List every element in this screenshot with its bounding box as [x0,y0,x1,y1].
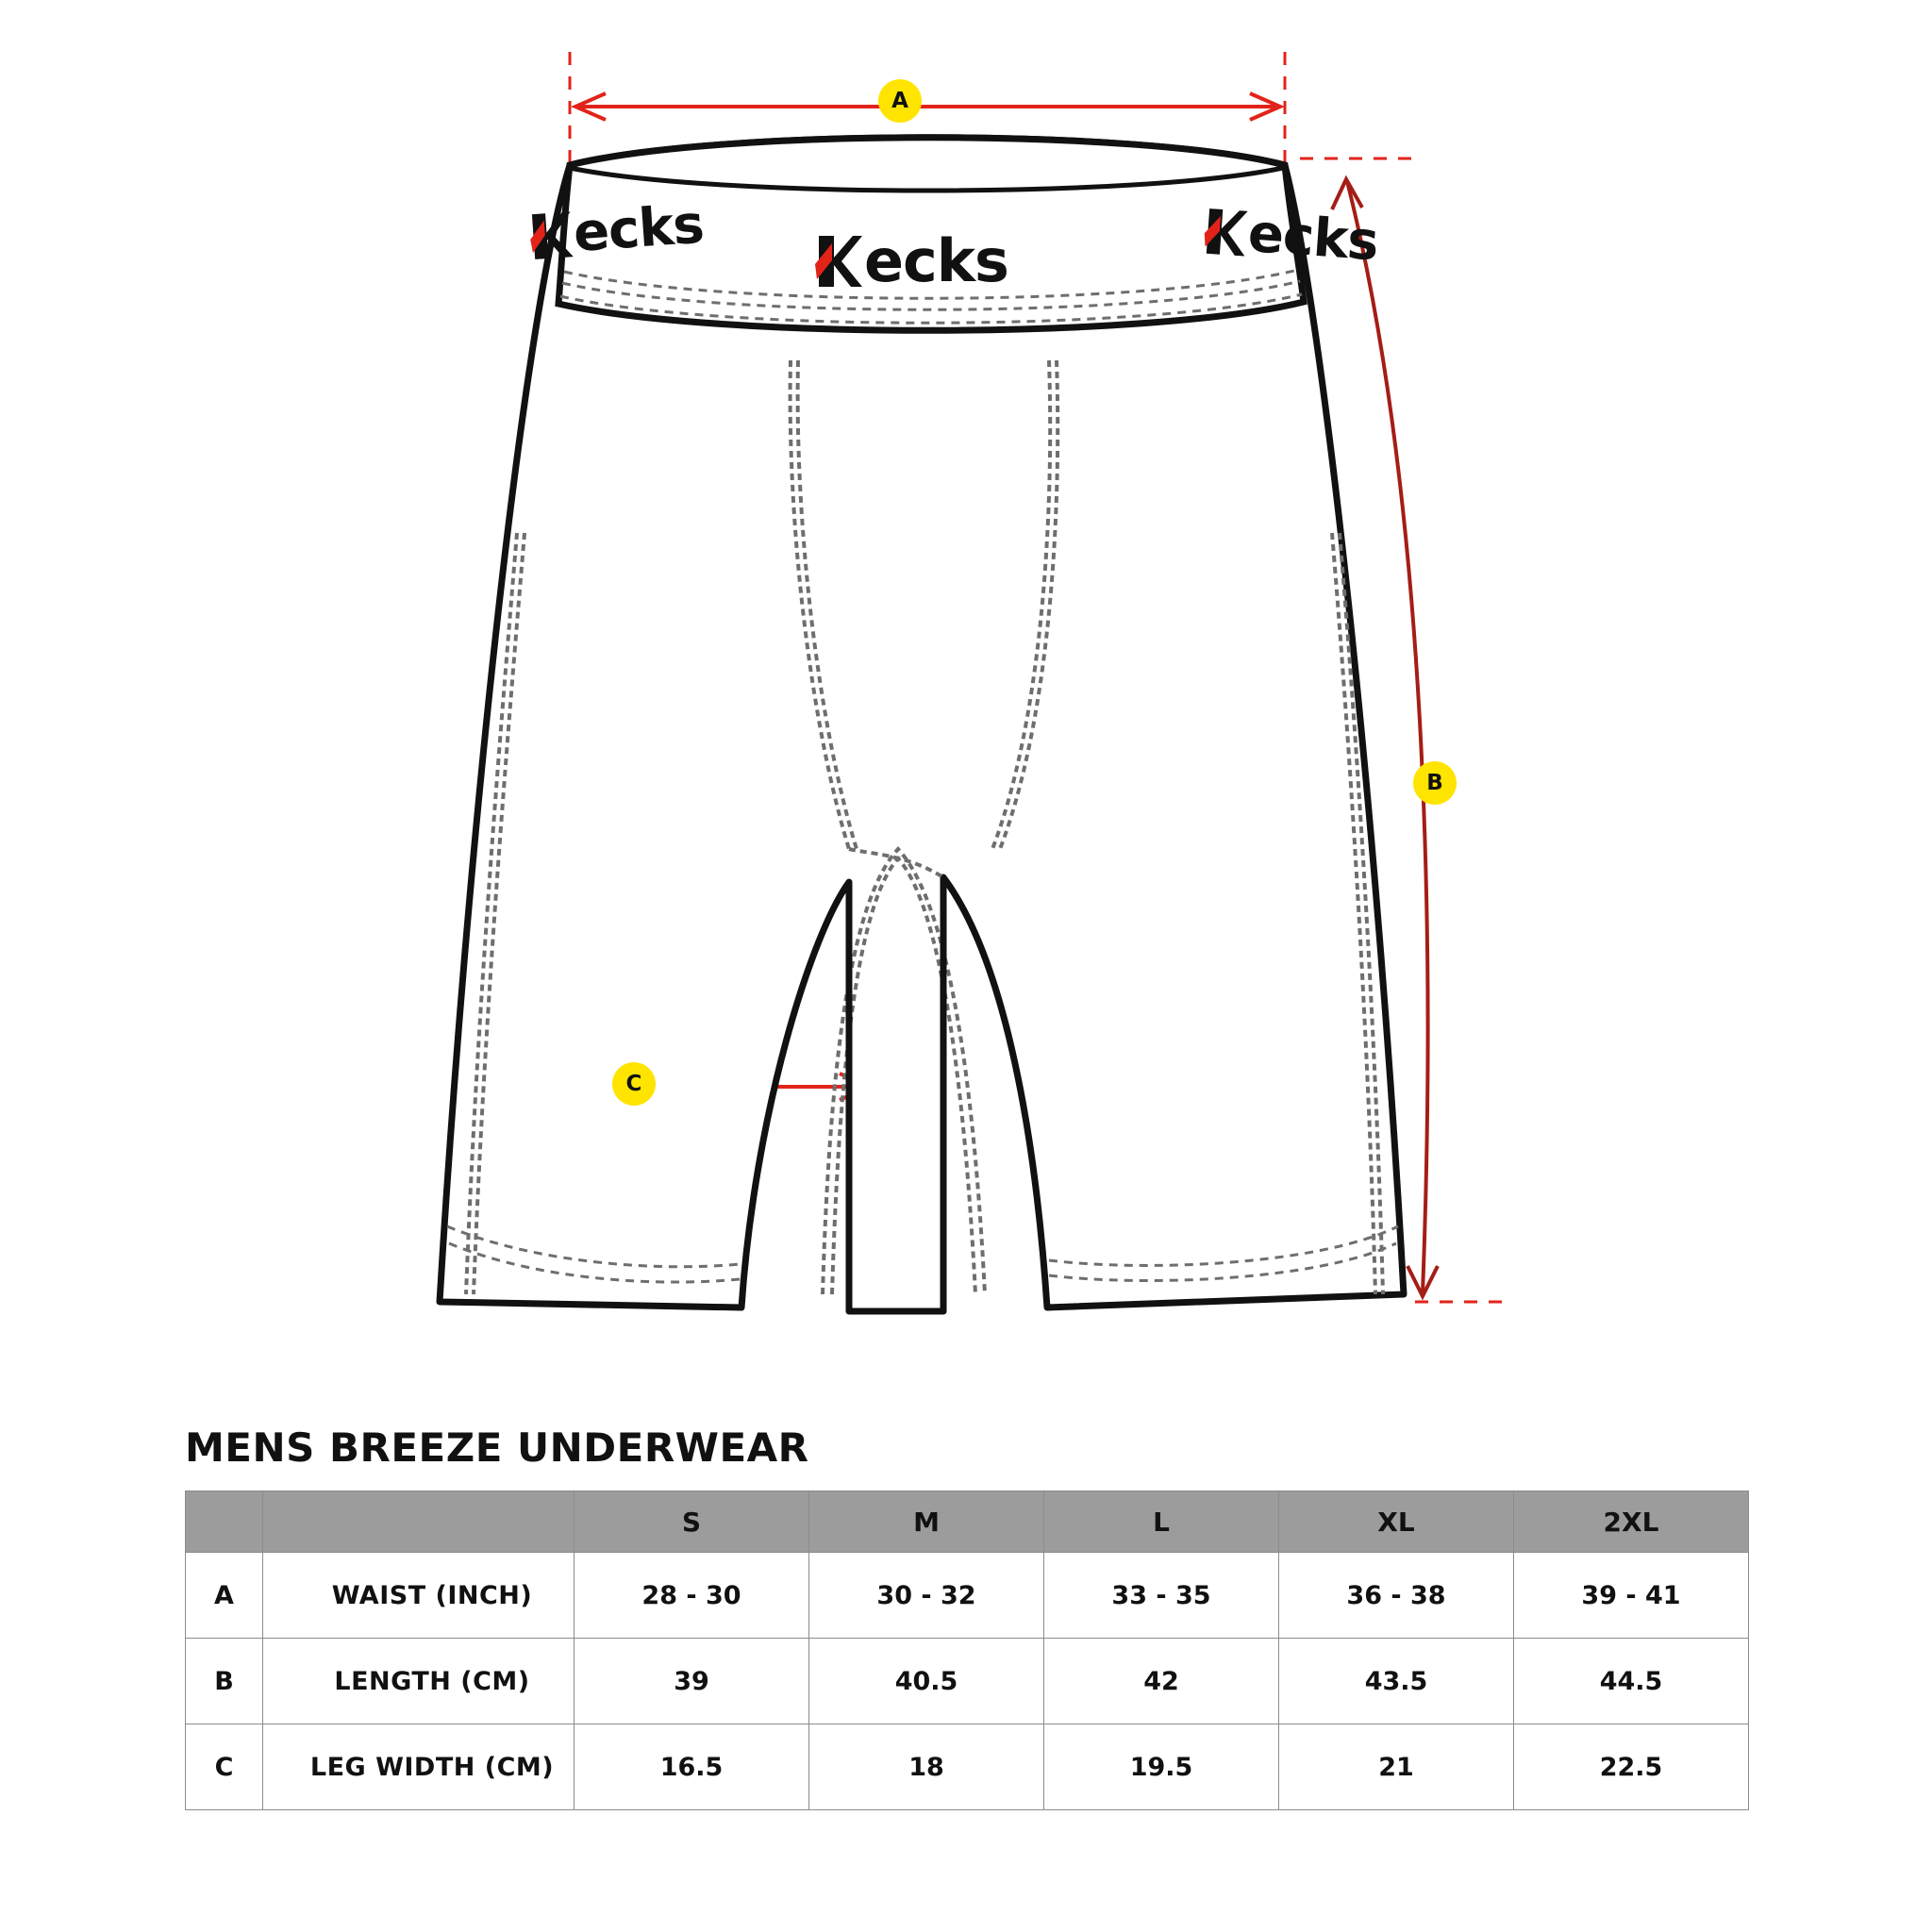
dimension-arrow-a [575,93,1280,120]
cell-legwidth-xl: 21 [1279,1724,1514,1810]
cell-waist-l: 33 - 35 [1044,1553,1279,1639]
size-chart-table [185,1491,1749,1810]
row-letter-c: C [186,1724,263,1810]
header-size-m: M [809,1491,1044,1553]
chart-title: MENS BREEZE UNDERWEAR [185,1424,809,1471]
header-size-2xl: 2XL [1514,1491,1749,1553]
brand-k-icon-right [1201,204,1248,259]
table-header-row [186,1491,1749,1553]
brand-logo-text-right: ecks [1245,202,1380,274]
table-row [186,1553,1749,1639]
row-letter-b: B [186,1639,263,1724]
brand-k-icon [813,232,862,291]
badge-c: C [612,1062,656,1106]
cell-legwidth-m: 18 [809,1724,1044,1810]
cell-length-l: 42 [1044,1639,1279,1724]
cell-legwidth-2xl: 22.5 [1514,1724,1749,1810]
header-size-l: L [1044,1491,1279,1553]
brand-k-icon-left [526,208,574,263]
brand-logo-right [1201,200,1380,274]
table-row [186,1639,1749,1724]
row-letter-a: A [186,1553,263,1639]
cell-waist-xl: 36 - 38 [1279,1553,1514,1639]
cell-waist-s: 28 - 30 [575,1553,809,1639]
row-label-length: LENGTH (CM) [263,1639,575,1724]
table-row [186,1724,1749,1810]
badge-a: A [878,79,922,123]
row-label-waist: WAIST (INCH) [263,1553,575,1639]
cell-length-m: 40.5 [809,1639,1044,1724]
cell-legwidth-s: 16.5 [575,1724,809,1810]
brand-logo-text: ecks [864,226,1008,295]
badge-b: B [1413,761,1457,805]
cell-waist-m: 30 - 32 [809,1553,1044,1639]
header-size-s: S [575,1491,809,1553]
brand-logo-left [526,194,706,268]
cell-length-2xl: 44.5 [1514,1639,1749,1724]
brand-logo-text-left: ecks [571,193,706,265]
header-size-xl: XL [1279,1491,1514,1553]
cell-waist-2xl: 39 - 41 [1514,1553,1749,1639]
header-letter [186,1491,263,1553]
cell-length-s: 39 [575,1639,809,1724]
header-measurement [263,1491,575,1553]
cell-length-xl: 43.5 [1279,1639,1514,1724]
cell-legwidth-l: 19.5 [1044,1724,1279,1810]
brand-logo-center [813,226,1008,295]
row-label-leg-width: LEG WIDTH (CM) [263,1724,575,1810]
